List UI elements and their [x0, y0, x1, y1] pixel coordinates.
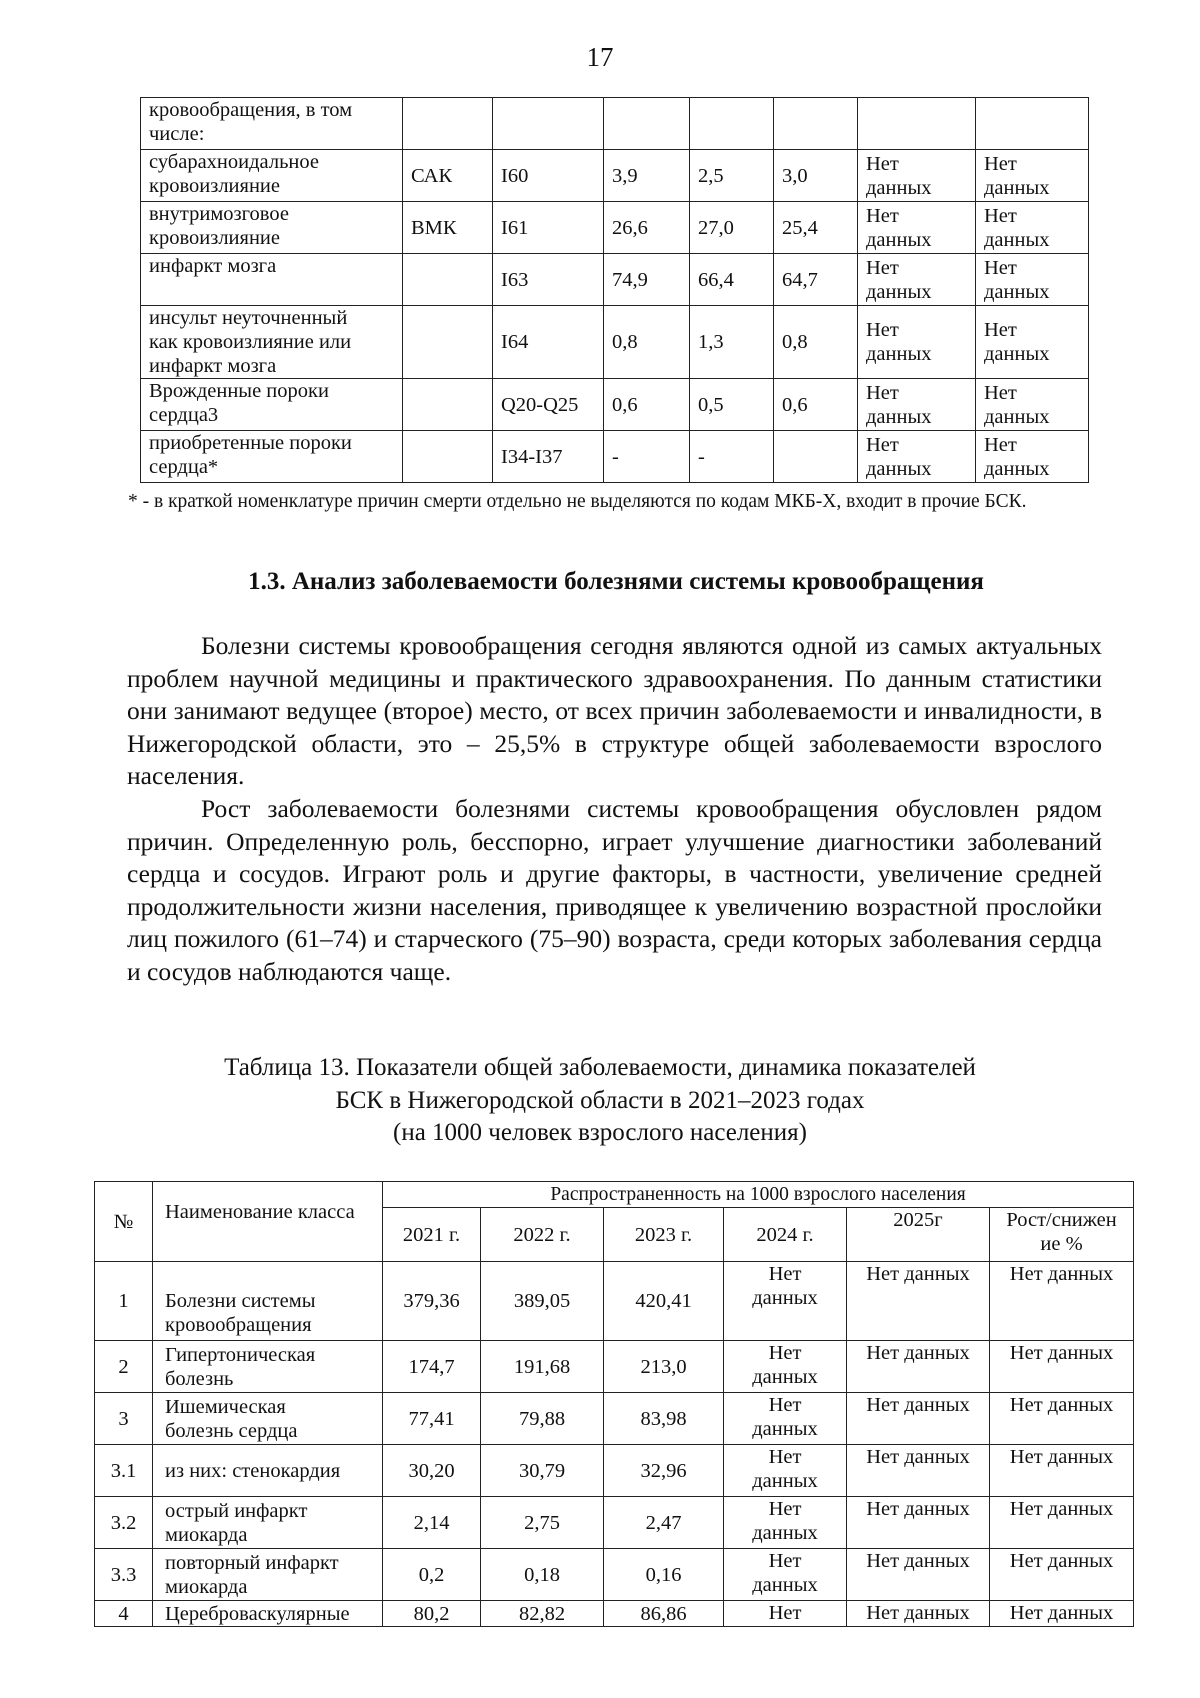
caption-line: Таблица 13. Показатели общей заболеваемости, динамика показателей — [224, 1054, 976, 1081]
row-code: Q20-Q25 — [493, 379, 604, 431]
row-name: Ишемическая болезнь сердца — [153, 1393, 383, 1445]
row-num: 3 — [95, 1393, 153, 1445]
row-value-2021: 0,2 — [383, 1549, 481, 1601]
row-value: 2,5 — [690, 150, 774, 202]
section-heading: 1.3. Анализ заболеваемости болезнями системы кровообращения — [248, 568, 984, 595]
row-name: субарахноидальное кровоизлияние — [141, 150, 403, 202]
table-row — [141, 431, 1089, 483]
row-growth: Нет данных — [990, 1601, 1134, 1627]
header-2023: 2023 г. — [604, 1208, 724, 1262]
row-growth: Нет данных — [990, 1549, 1134, 1601]
table-row — [141, 202, 1089, 254]
row-value-2025: Нет данных — [847, 1497, 990, 1549]
row-value: Нет данных — [976, 202, 1089, 254]
row-value — [976, 98, 1089, 150]
page-number: 17 — [586, 42, 614, 72]
row-abbr — [403, 254, 493, 306]
continued-table-body — [141, 98, 1089, 483]
row-value-2024: Нет данных — [724, 1262, 847, 1341]
row-value: Нет данных — [858, 150, 976, 202]
row-value-2023: 213,0 — [604, 1341, 724, 1393]
table-row — [141, 254, 1089, 306]
row-value-2024: Нет данных — [724, 1549, 847, 1601]
morbidity-table — [94, 1181, 1134, 1627]
row-value-2022: 0,18 — [481, 1549, 604, 1601]
row-growth: Нет данных — [990, 1262, 1134, 1341]
row-value-2022: 82,82 — [481, 1601, 604, 1627]
row-value-2024: Нет данных — [724, 1393, 847, 1445]
row-value-2022: 389,05 — [481, 1262, 604, 1341]
row-value-2022: 191,68 — [481, 1341, 604, 1393]
header-2024: 2024 г. — [724, 1208, 847, 1262]
row-value — [604, 98, 690, 150]
table-row — [95, 1497, 1134, 1549]
row-num: 3.3 — [95, 1549, 153, 1601]
header-name: Наименование класса — [153, 1182, 383, 1262]
row-value: Нет данных — [858, 254, 976, 306]
row-code: I34-I37 — [493, 431, 604, 483]
row-value — [858, 98, 976, 150]
row-code: I60 — [493, 150, 604, 202]
row-value-2021: 30,20 — [383, 1445, 481, 1497]
row-value: 3,0 — [774, 150, 858, 202]
row-name: повторный инфаркт миокарда — [153, 1549, 383, 1601]
row-value: - — [690, 431, 774, 483]
row-value: 0,8 — [774, 306, 858, 379]
row-value: 0,6 — [604, 379, 690, 431]
table-row — [95, 1393, 1134, 1445]
row-code: I64 — [493, 306, 604, 379]
row-abbr — [403, 379, 493, 431]
row-value: Нет данных — [858, 306, 976, 379]
row-code: I63 — [493, 254, 604, 306]
row-name: приобретенные пороки сердца* — [141, 431, 403, 483]
row-value-2021: 80,2 — [383, 1601, 481, 1627]
row-value: Нет данных — [976, 379, 1089, 431]
row-value-2025: Нет данных — [847, 1445, 990, 1497]
row-value: 74,9 — [604, 254, 690, 306]
row-name: инсульт неуточненный как кровоизлияние или инфаркт мозга — [141, 306, 403, 379]
row-value-2022: 2,75 — [481, 1497, 604, 1549]
row-value: 0,8 — [604, 306, 690, 379]
table-footnote: * - в краткой номенклатуре причин смерти отдельно не выделяются по кодам МКБ-Х, входит в прочие БСК. — [128, 491, 1027, 512]
table-body — [95, 1262, 1134, 1627]
row-value: Нет данных — [976, 306, 1089, 379]
row-name: Цереброваскулярные — [153, 1601, 383, 1627]
row-code: I61 — [493, 202, 604, 254]
row-value-2021: 379,36 — [383, 1262, 481, 1341]
row-growth: Нет данных — [990, 1393, 1134, 1445]
row-abbr — [403, 98, 493, 150]
table-row — [95, 1601, 1134, 1627]
row-value-2021: 174,7 — [383, 1341, 481, 1393]
row-value: Нет данных — [976, 150, 1089, 202]
row-value-2023: 420,41 — [604, 1262, 724, 1341]
header-2021: 2021 г. — [383, 1208, 481, 1262]
table-row — [95, 1262, 1134, 1341]
row-value-2023: 83,98 — [604, 1393, 724, 1445]
row-growth: Нет данных — [990, 1497, 1134, 1549]
row-value: 0,6 — [774, 379, 858, 431]
table-row — [95, 1549, 1134, 1601]
table-row — [141, 379, 1089, 431]
row-name: Врожденные пороки сердца3 — [141, 379, 403, 431]
row-num: 3.2 — [95, 1497, 153, 1549]
row-value: Нет данных — [858, 431, 976, 483]
caption-line: (на 1000 человек взрослого населения) — [393, 1119, 807, 1146]
row-value-2024: Нет — [724, 1601, 847, 1627]
table-header — [95, 1182, 1134, 1262]
row-value-2025: Нет данных — [847, 1393, 990, 1445]
row-abbr: САК — [403, 150, 493, 202]
row-growth: Нет данных — [990, 1445, 1134, 1497]
paragraph: Болезни системы кровообращения сегодня являются одной из самых актуальных проблем научной медицины и практического здравоохранения. По данным статистики они занимают ведущее (второе) место, от всех причин заболеваемости и инвалидности, в Нижегородской области, это – 25,5% в структуре общей заболеваемости взрослого населения. — [127, 631, 1102, 791]
row-name: инфаркт мозга — [141, 254, 403, 306]
row-value-2023: 0,16 — [604, 1549, 724, 1601]
row-abbr — [403, 431, 493, 483]
row-value-2021: 77,41 — [383, 1393, 481, 1445]
row-value: - — [604, 431, 690, 483]
row-num: 2 — [95, 1341, 153, 1393]
row-value — [690, 98, 774, 150]
table-row — [95, 1341, 1134, 1393]
paragraph: Рост заболеваемости болезнями системы кровообращения обусловлен рядом причин. Определенную роль, бесспорно, играет улучшение диагностики заболеваний сердца и сосудов. Играют роль и другие факторы, в частности, увеличение средней продолжительности жизни населения, приводящее к увеличению возрастной прослойки лиц пожилого (61–74) и старческого (75–90) возраста, среди которых заболевания сердца и сосудов наблюдаются чаще. — [127, 793, 1102, 986]
row-value-2024: Нет данных — [724, 1341, 847, 1393]
row-value-2023: 2,47 — [604, 1497, 724, 1549]
row-value: Нет данных — [858, 379, 976, 431]
row-abbr: ВМК — [403, 202, 493, 254]
row-value-2022: 30,79 — [481, 1445, 604, 1497]
row-value: 3,9 — [604, 150, 690, 202]
table-row — [141, 306, 1089, 379]
row-value: Нет данных — [858, 202, 976, 254]
row-value-2023: 32,96 — [604, 1445, 724, 1497]
header-group: Распространенность на 1000 взрослого населения — [383, 1182, 1134, 1208]
row-value-2025: Нет данных — [847, 1601, 990, 1627]
row-value: Нет данных — [976, 431, 1089, 483]
row-name: кровообращения, в том числе: — [141, 98, 403, 150]
row-value-2023: 86,86 — [604, 1601, 724, 1627]
row-value-2025: Нет данных — [847, 1341, 990, 1393]
row-growth: Нет данных — [990, 1341, 1134, 1393]
table-row — [141, 150, 1089, 202]
row-value: 26,6 — [604, 202, 690, 254]
body-text — [127, 630, 1102, 989]
row-num: 3.1 — [95, 1445, 153, 1497]
header-growth: Рост/снижен ие % — [990, 1208, 1134, 1262]
caption-line: БСК в Нижегородской области в 2021–2023 годах — [335, 1086, 865, 1114]
row-value — [774, 431, 858, 483]
row-num: 1 — [95, 1262, 153, 1341]
row-value-2024: Нет данных — [724, 1445, 847, 1497]
row-num: 4 — [95, 1601, 153, 1627]
row-name: из них: стенокардия — [153, 1445, 383, 1497]
row-value-2025: Нет данных — [847, 1549, 990, 1601]
row-value-2024: Нет данных — [724, 1497, 847, 1549]
table-caption — [0, 1052, 1200, 1150]
row-value: 64,7 — [774, 254, 858, 306]
row-code — [493, 98, 604, 150]
row-value: Нет данных — [976, 254, 1089, 306]
row-value: 66,4 — [690, 254, 774, 306]
row-value — [774, 98, 858, 150]
row-name: острый инфаркт миокарда — [153, 1497, 383, 1549]
continued-mortality-table — [140, 97, 1089, 483]
row-value: 1,3 — [690, 306, 774, 379]
row-value-2022: 79,88 — [481, 1393, 604, 1445]
table-row — [141, 98, 1089, 150]
row-name: Болезни системы кровообращения — [153, 1262, 383, 1341]
row-value: 0,5 — [690, 379, 774, 431]
row-value-2025: Нет данных — [847, 1262, 990, 1341]
row-value-2021: 2,14 — [383, 1497, 481, 1549]
row-name: Гипертоническая болезнь — [153, 1341, 383, 1393]
header-2022: 2022 г. — [481, 1208, 604, 1262]
row-name: внутримозговое кровоизлияние — [141, 202, 403, 254]
table-row — [95, 1445, 1134, 1497]
row-value: 25,4 — [774, 202, 858, 254]
row-value: 27,0 — [690, 202, 774, 254]
header-num: № — [95, 1182, 153, 1262]
header-2025: 2025г — [847, 1208, 990, 1262]
row-abbr — [403, 306, 493, 379]
